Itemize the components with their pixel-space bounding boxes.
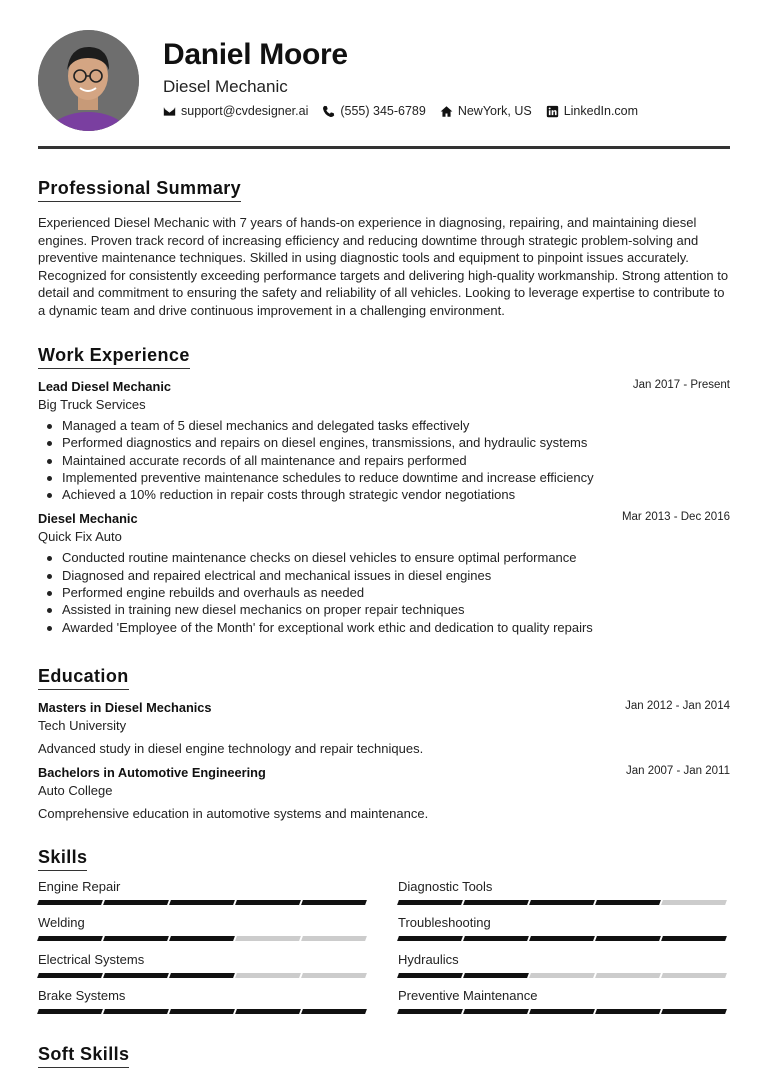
skill-segment-filled xyxy=(37,900,103,905)
skill-level-bar xyxy=(398,1009,728,1014)
contact-phone-text: (555) 345-6789 xyxy=(340,104,426,118)
work-section xyxy=(38,345,730,636)
education-description: Advanced study in diesel engine technology and repair techniques. xyxy=(38,741,424,756)
skill-segment-filled xyxy=(103,1009,169,1014)
skill-segment-empty xyxy=(529,973,595,978)
skill-segment-empty xyxy=(661,973,727,978)
skill-segment-empty xyxy=(235,973,301,978)
contact-email-text: support@cvdesigner.ai xyxy=(181,104,309,118)
job-bullet: Performed engine rebuilds and overhauls as needed xyxy=(38,584,730,601)
skill-name: Troubleshooting xyxy=(398,915,491,930)
summary-section xyxy=(38,178,730,320)
job-bullet: Achieved a 10% reduction in repair costs through strategic vendor negotiations xyxy=(38,486,730,503)
school-name: Tech University xyxy=(38,718,127,733)
skill-segment-filled xyxy=(235,1009,301,1014)
job-dates: Mar 2013 - Dec 2016 xyxy=(621,511,730,524)
skill-segment-filled xyxy=(397,1009,463,1014)
skill-segment-empty xyxy=(301,973,367,978)
skill-level-bar xyxy=(398,900,728,905)
skill-segment-empty xyxy=(301,936,367,941)
education-entry xyxy=(38,700,730,756)
avatar xyxy=(38,30,139,131)
job-title: Diesel Mechanic xyxy=(38,511,138,527)
skill-segment-filled xyxy=(661,936,727,941)
skill-segment-filled xyxy=(301,1009,367,1014)
skill-name: Preventive Maintenance xyxy=(398,988,538,1003)
skill-item xyxy=(398,915,728,941)
resume-header xyxy=(38,0,730,148)
job-entry xyxy=(38,379,730,503)
summary-text: Experienced Diesel Mechanic with 7 years of hands-on experience in diagnosing, repairing, and maintaining diesel engines. Proven track record of increasing efficiency and reducing downtime through strategic problem-solving and preventive maintenance techniques. Skilled in using diagnostic tools and equipment to pinpoint issues accurately. Recognized for consistently exceeding performance targets and delivering high-quality workmanship. Strong attention to detail and commitment to ensuring the safety and reliability of all vehicles. Looking to leverage expertise to contribute to a dynamic team and drive continuous improvement in a challenging environment. xyxy=(38,215,729,318)
skill-segment-filled xyxy=(235,900,301,905)
job-dates: Jan 2017 - Present xyxy=(632,379,730,391)
skill-segment-filled xyxy=(463,900,529,905)
skill-level-bar xyxy=(38,1009,368,1014)
skills-heading: Skills xyxy=(38,847,87,871)
soft-skills-section xyxy=(38,1044,730,1068)
education-entry xyxy=(38,765,730,821)
education-heading: Education xyxy=(38,666,129,690)
skill-item xyxy=(38,915,368,941)
skill-name: Electrical Systems xyxy=(38,952,145,967)
contact-list xyxy=(163,104,652,118)
degree-title: Masters in Diesel Mechanics xyxy=(38,700,212,715)
phone-icon xyxy=(322,105,335,118)
skill-name: Engine Repair xyxy=(38,879,121,894)
skill-name: Hydraulics xyxy=(398,952,459,967)
job-bullet: Assisted in training new diesel mechanics on proper repair techniques xyxy=(38,601,730,618)
job-bullet: Maintained accurate records of all maintenance and repairs performed xyxy=(38,452,730,469)
contact-location xyxy=(440,104,532,118)
envelope-icon xyxy=(163,105,176,118)
skill-segment-filled xyxy=(37,973,103,978)
skill-segment-filled xyxy=(169,1009,235,1014)
skill-name: Welding xyxy=(38,915,85,930)
skill-item xyxy=(38,879,368,905)
education-section xyxy=(38,666,730,821)
candidate-role: Diesel Mechanic xyxy=(163,77,288,96)
skill-segment-filled xyxy=(103,936,169,941)
skill-segment-filled xyxy=(463,1009,529,1014)
job-bullet: Conducted routine maintenance checks on diesel vehicles to ensure optimal performance xyxy=(38,549,730,566)
work-heading: Work Experience xyxy=(38,345,190,369)
job-bullet: Managed a team of 5 diesel mechanics and delegated tasks effectively xyxy=(38,417,730,434)
skill-segment-filled xyxy=(397,973,463,978)
job-company: Big Truck Services xyxy=(38,397,146,412)
skill-segment-filled xyxy=(397,900,463,905)
skill-name: Diagnostic Tools xyxy=(398,879,493,894)
skill-item xyxy=(398,988,728,1014)
skill-segment-filled xyxy=(661,1009,727,1014)
linkedin-icon xyxy=(546,105,559,118)
skill-level-bar xyxy=(38,936,368,941)
education-description: Comprehensive education in automotive systems and maintenance. xyxy=(38,806,429,821)
skill-segment-filled xyxy=(595,936,661,941)
contact-phone[interactable] xyxy=(322,104,425,118)
skill-item xyxy=(398,952,728,978)
job-bullet: Diagnosed and repaired electrical and mechanical issues in diesel engines xyxy=(38,567,730,584)
skill-level-bar xyxy=(38,973,368,978)
education-dates: Jan 2007 - Jan 2011 xyxy=(625,765,730,777)
skill-name: Brake Systems xyxy=(38,988,126,1003)
contact-location-text: NewYork, US xyxy=(457,104,532,118)
skill-segment-filled xyxy=(397,936,463,941)
job-company: Quick Fix Auto xyxy=(38,529,122,545)
skill-item xyxy=(38,952,368,978)
skill-segment-filled xyxy=(529,900,595,905)
skill-segment-filled xyxy=(463,936,529,941)
home-icon xyxy=(440,105,453,118)
skills-section xyxy=(38,847,730,1003)
skill-segment-filled xyxy=(301,900,367,905)
job-bullet: Performed diagnostics and repairs on diesel engines, transmissions, and hydraulic systems xyxy=(38,434,730,451)
summary-heading: Professional Summary xyxy=(38,178,241,202)
skill-segment-empty xyxy=(595,973,661,978)
skill-segment-filled xyxy=(595,1009,661,1014)
education-dates: Jan 2012 - Jan 2014 xyxy=(625,700,730,712)
job-bullet: Awarded 'Employee of the Month' for exceptional work ethic and dedication to quality repairs xyxy=(38,619,730,636)
skill-segment-filled xyxy=(169,936,235,941)
soft-skills-heading: Soft Skills xyxy=(38,1044,129,1068)
skill-segment-empty xyxy=(235,936,301,941)
skill-segment-filled xyxy=(37,936,103,941)
school-name: Auto College xyxy=(38,783,113,798)
degree-title: Bachelors in Automotive Engineering xyxy=(38,765,266,780)
skill-segment-filled xyxy=(169,900,235,905)
job-entry xyxy=(38,511,730,635)
contact-linkedin[interactable] xyxy=(546,104,638,118)
skill-segment-filled xyxy=(463,973,529,978)
skill-segment-filled xyxy=(595,900,661,905)
skill-segment-filled xyxy=(529,1009,595,1014)
skill-level-bar xyxy=(398,936,728,941)
skill-item xyxy=(38,988,368,1014)
skill-segment-filled xyxy=(529,936,595,941)
header-divider xyxy=(38,146,730,149)
job-title: Lead Diesel Mechanic xyxy=(38,379,171,394)
contact-email[interactable] xyxy=(163,104,308,118)
contact-linkedin-text: LinkedIn.com xyxy=(563,104,639,118)
job-bullet: Implemented preventive maintenance schedules to reduce downtime and increase efficiency xyxy=(38,469,730,486)
skill-segment-empty xyxy=(661,900,727,905)
skill-item xyxy=(398,879,728,905)
skill-segment-filled xyxy=(103,973,169,978)
skill-level-bar xyxy=(38,900,368,905)
resume-page xyxy=(38,0,730,1064)
candidate-name: Daniel Moore xyxy=(163,38,348,71)
skill-segment-filled xyxy=(103,900,169,905)
skill-segment-filled xyxy=(37,1009,103,1014)
job-bullets xyxy=(38,417,730,503)
skill-segment-filled xyxy=(169,973,235,978)
job-bullets xyxy=(38,549,730,635)
skill-level-bar xyxy=(398,973,728,978)
